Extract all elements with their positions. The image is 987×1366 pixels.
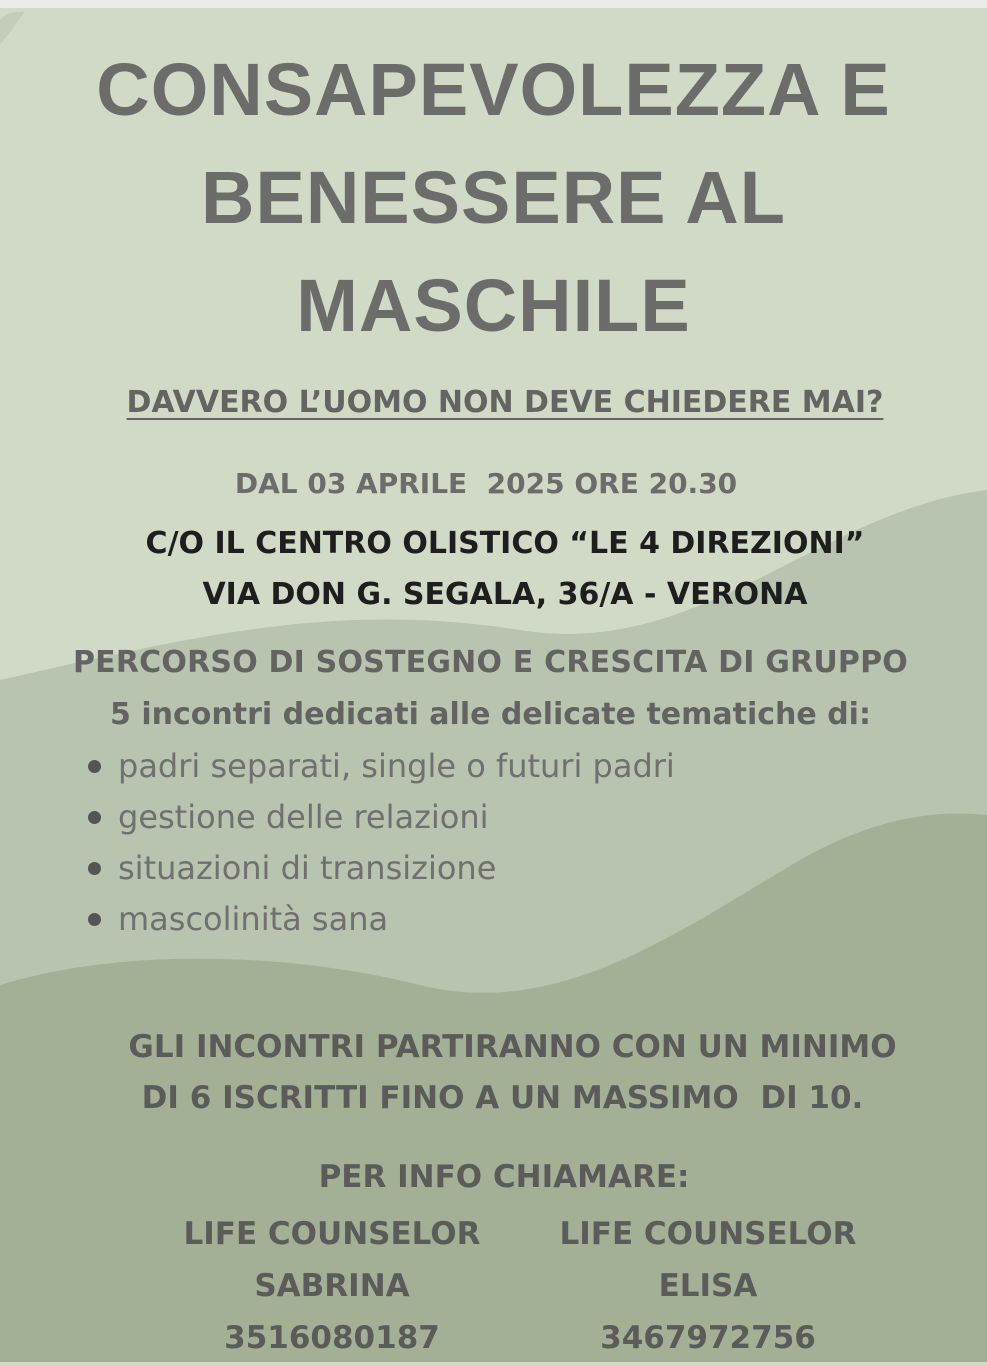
poster-title-line-2: BENESSERE AL: [201, 156, 786, 239]
topic-text: gestione delle relazioni: [118, 798, 489, 836]
contact-role: LIFE COUNSELOR: [183, 1216, 481, 1252]
contact-phone[interactable]: 3467972756: [600, 1320, 816, 1356]
contact-name: SABRINA: [254, 1268, 410, 1304]
poster-title-line-1: CONSAPEVOLEZZA E: [96, 48, 891, 131]
contact-role: LIFE COUNSELOR: [559, 1216, 857, 1252]
list-item: [86, 742, 675, 793]
event-date: DAL 03 APRILE 2025 ORE 20.30: [234, 467, 738, 500]
bullet-icon: [88, 760, 101, 773]
bullet-icon: [88, 913, 101, 926]
topic-text: padri separati, single o futuri padri: [118, 747, 675, 785]
subtitle-text: DAVVERO L’UOMO NON DEVE CHIEDERE MAI?: [126, 385, 884, 420]
info-label: PER INFO CHIAMARE:: [318, 1159, 690, 1195]
list-item: [86, 793, 675, 844]
list-item: [86, 844, 675, 895]
list-item: [86, 895, 675, 946]
venue-address: VIA DON G. SEGALA, 36/A - VERONA: [202, 577, 808, 612]
venue-name: C/O IL CENTRO OLISTICO “LE 4 DIREZIONI”: [145, 526, 865, 561]
topic-list: [86, 742, 675, 946]
contact-sabrina: [162, 1210, 502, 1366]
contact-elisa: [538, 1210, 878, 1366]
subtitle-question: [0, 381, 987, 425]
program-intro: 5 incontri dedicati alle delicate tematiche di:: [110, 697, 871, 732]
contact-name: ELISA: [658, 1268, 758, 1304]
contact-phone[interactable]: 3516080187: [224, 1320, 440, 1356]
participants-note-line-1: GLI INCONTRI PARTIRANNO CON UN MINIMO: [128, 1029, 897, 1065]
topic-text: situazioni di transizione: [118, 849, 497, 887]
poster-title-line-3: MASCHILE: [296, 264, 691, 347]
bullet-icon: [88, 811, 101, 824]
program-title: PERCORSO DI SOSTEGNO E CRESCITA DI GRUPPO: [72, 645, 909, 680]
bullet-icon: [88, 862, 101, 875]
participants-note-line-2: DI 6 ISCRITTI FINO A UN MASSIMO DI 10.: [141, 1080, 864, 1116]
topic-text: mascolinità sana: [118, 900, 389, 938]
